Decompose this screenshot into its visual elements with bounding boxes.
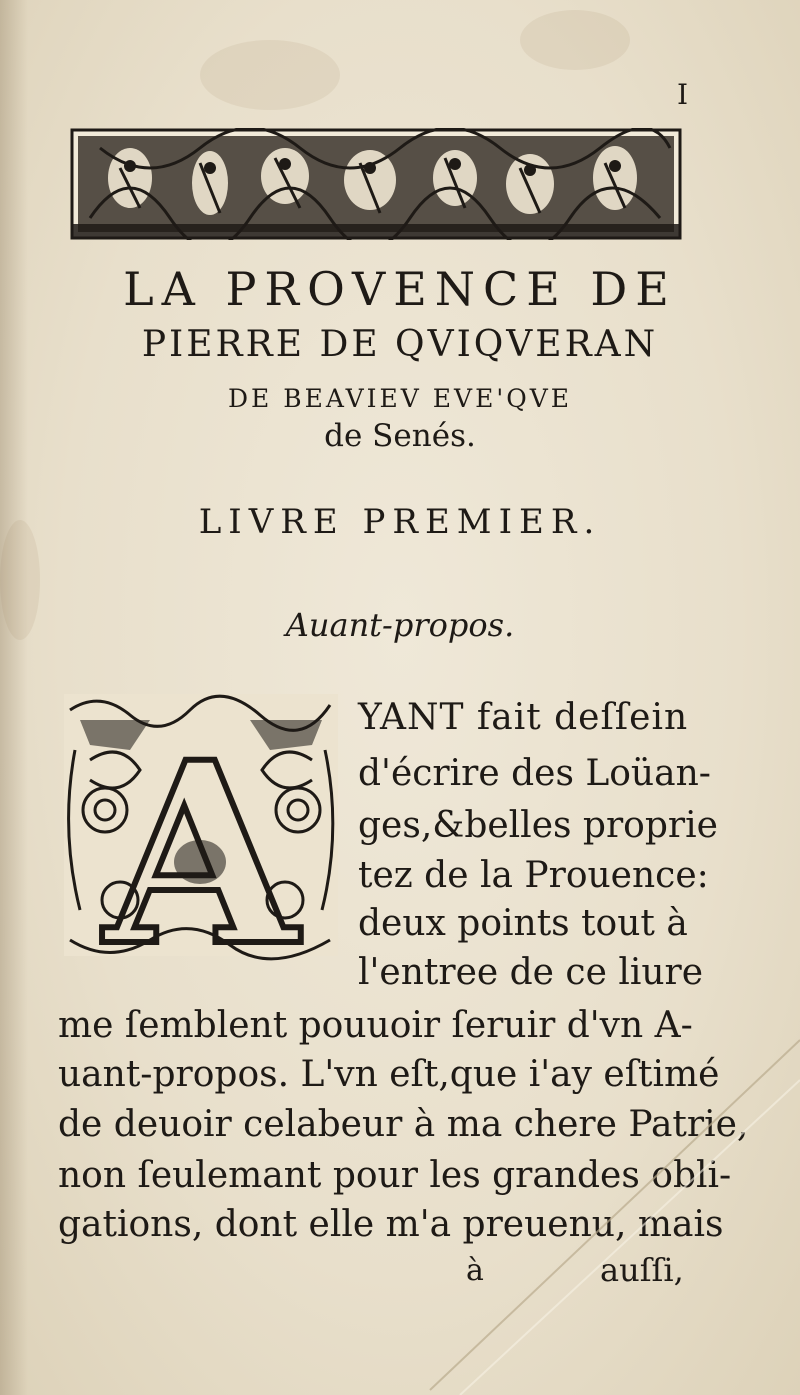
book-title: LIVRE PREMIER. [198,502,602,542]
title-line-3: DE BEAVIEV EVE'QVE [227,384,573,413]
body-line: d'écrire des Loüan- [358,753,711,794]
body-line: de deuoir celabeur à ma chere Patrie, [58,1104,749,1145]
body-line: l'entree de ce liure [358,952,704,993]
paper-stain [200,40,340,110]
body-line: gations, dont elle m'a preuenu, mais [58,1204,724,1245]
body-line: me ſemblent pouuoir ſeruir d'vn A- [58,1005,693,1046]
body-line: YANT fait deſſein [358,697,689,738]
body-line: non ſeulemant pour les grandes obli- [58,1155,732,1196]
body-line: ges,&belles proprie [358,805,718,846]
title-line-4: de Senés. [324,418,476,454]
body-line: deux points tout à [358,903,688,944]
title-line-2: PIERRE DE QVIQVERAN [141,324,659,365]
body-line: tez de la Prouence: [358,855,709,896]
paper-stain [520,10,630,70]
catchword: auſſi, [600,1251,684,1289]
ornamental-initial-a [60,690,342,974]
body-line: uant-propos. L'vn eſt,que i'ay eſtimé [58,1054,720,1095]
page-number: I [676,78,688,111]
drop-cap-letter: A [104,707,298,974]
section-title: Auant-propos. [285,606,515,644]
woodcut-headpiece-ornament [70,128,682,240]
title-line-1: LA PROVENCE DE [123,262,677,316]
binding-shadow [0,0,28,1395]
catchword-mark: à [466,1253,484,1288]
